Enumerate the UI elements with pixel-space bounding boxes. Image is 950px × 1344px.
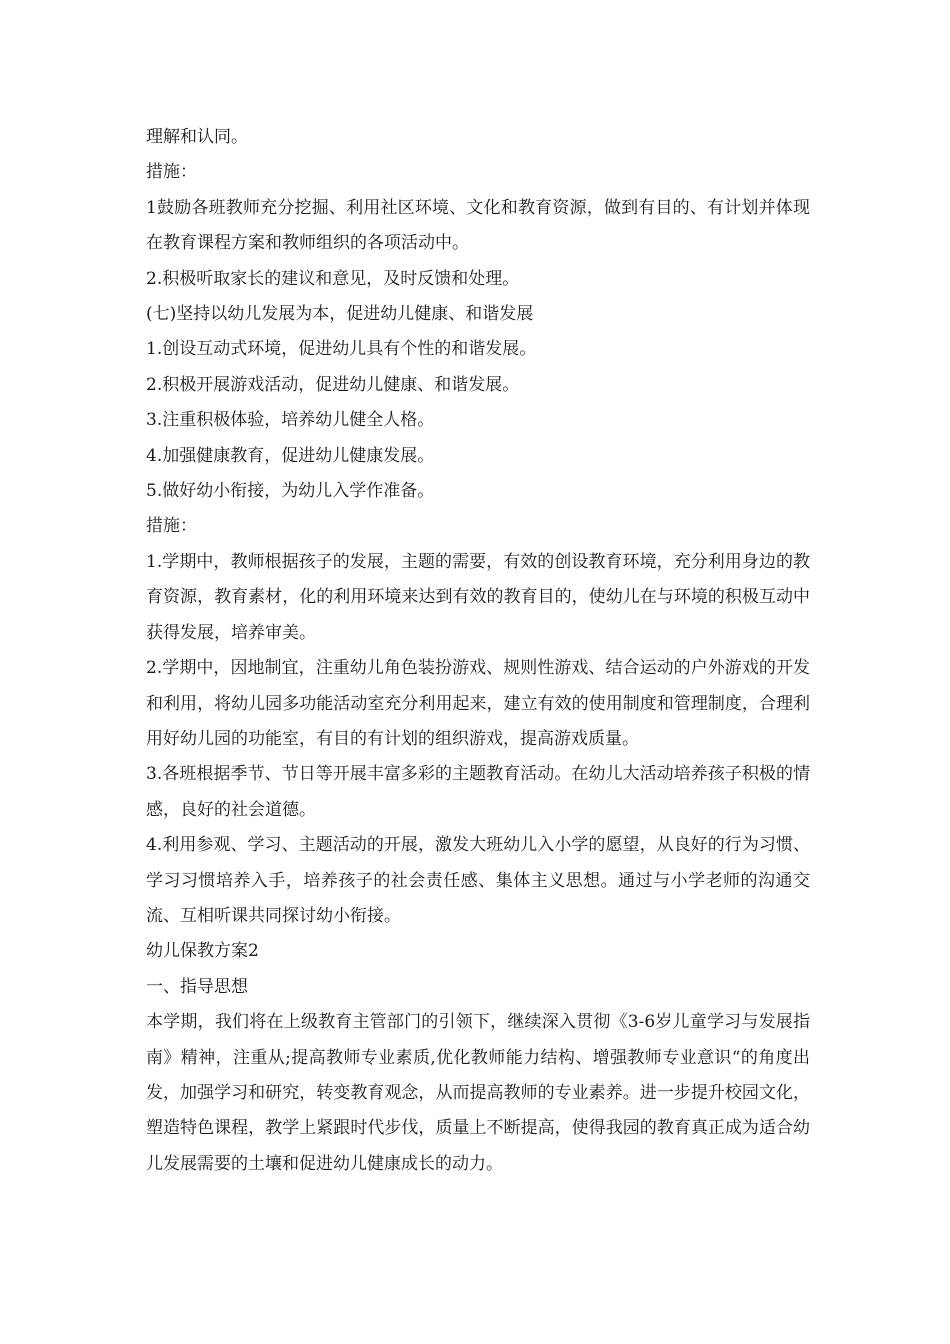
paragraph-4: 2.积极听取家长的建议和意见，及时反馈和处理。 [146, 268, 520, 289]
paragraph-9: 4.加强健康教育，促进幼儿健康发展。 [146, 445, 435, 466]
paragraph-7: 2.积极开展游戏活动，促进幼儿健康、和谐发展。 [146, 374, 520, 395]
section-heading-7: (七)坚持以幼儿发展为本，促进幼儿健康、和谐发展 [146, 304, 534, 325]
document-body [146, 120, 810, 1182]
paragraph-3: 1鼓励各班教师充分挖掘、利用社区环境、文化和教育资源，做到有目的、有计划并体现在教育课程方案和教师组织的各项活动中。 [146, 197, 810, 254]
section-heading-guiding: 一、指导思想 [146, 976, 248, 997]
paragraph-6: 1.创设互动式环境，促进幼儿具有个性的和谐发展。 [146, 339, 537, 360]
paragraph-13: 2.学期中，因地制宜，注重幼儿角色装扮游戏、规则性游戏、结合运动的户外游戏的开发和利用，将幼儿园多功能活动室充分利用起来，建立有效的使用制度和管理制度，合理利用好幼儿园的功能室，有目的有计划的组织游戏，提高游戏质量。 [146, 658, 810, 749]
paragraph-2: 措施： [146, 162, 197, 183]
paragraph-15: 4.利用参观、学习、主题活动的开展，激发大班幼儿入小学的愿望，从良好的行为习惯、学习习惯培养入手，培养孩子的社会责任感、集体主义思想。通过与小学老师的沟通交流、互相听课共同探讨幼小衔接。 [146, 835, 810, 926]
paragraph-12: 1.学期中，教师根据孩子的发展，主题的需要，有效的创设教育环境，充分利用身边的教育资源，教育素材，化的利用环境来达到有效的教育目的，使幼儿在与环境的积极互动中获得发展，培养审美。 [146, 551, 810, 643]
paragraph-1: 理解和认同。 [146, 127, 248, 147]
document-title-2: 幼儿保教方案2 [146, 941, 259, 962]
paragraph-14: 3.各班根据季节、节日等开展丰富多彩的主题教育活动。在幼儿大活动培养孩子积极的情感，良好的社会道德。 [146, 764, 810, 820]
paragraph-8: 3.注重积极体验，培养幼儿健全人格。 [146, 410, 435, 431]
paragraph-11: 措施： [146, 516, 197, 537]
paragraph-10: 5.做好幼小衔接，为幼儿入学作准备。 [146, 481, 435, 502]
paragraph-18: 本学期，我们将在上级教育主管部门的引领下，继续深入贯彻《3-6岁儿童学习与发展指南》精神，注重从;提高教师专业素质,优化教师能力结构、增强教师专业意识“的角度出发，加强学习和研究，转变教育观念，从而提高教师的专业素养。进一步提升校园文化，塑造特色课程，教学上紧跟时代步伐，质量上不断提高，使得我园的教育真正成为适合幼儿发展需要的土壤和促进幼儿健康成长的动力。 [146, 1012, 810, 1174]
